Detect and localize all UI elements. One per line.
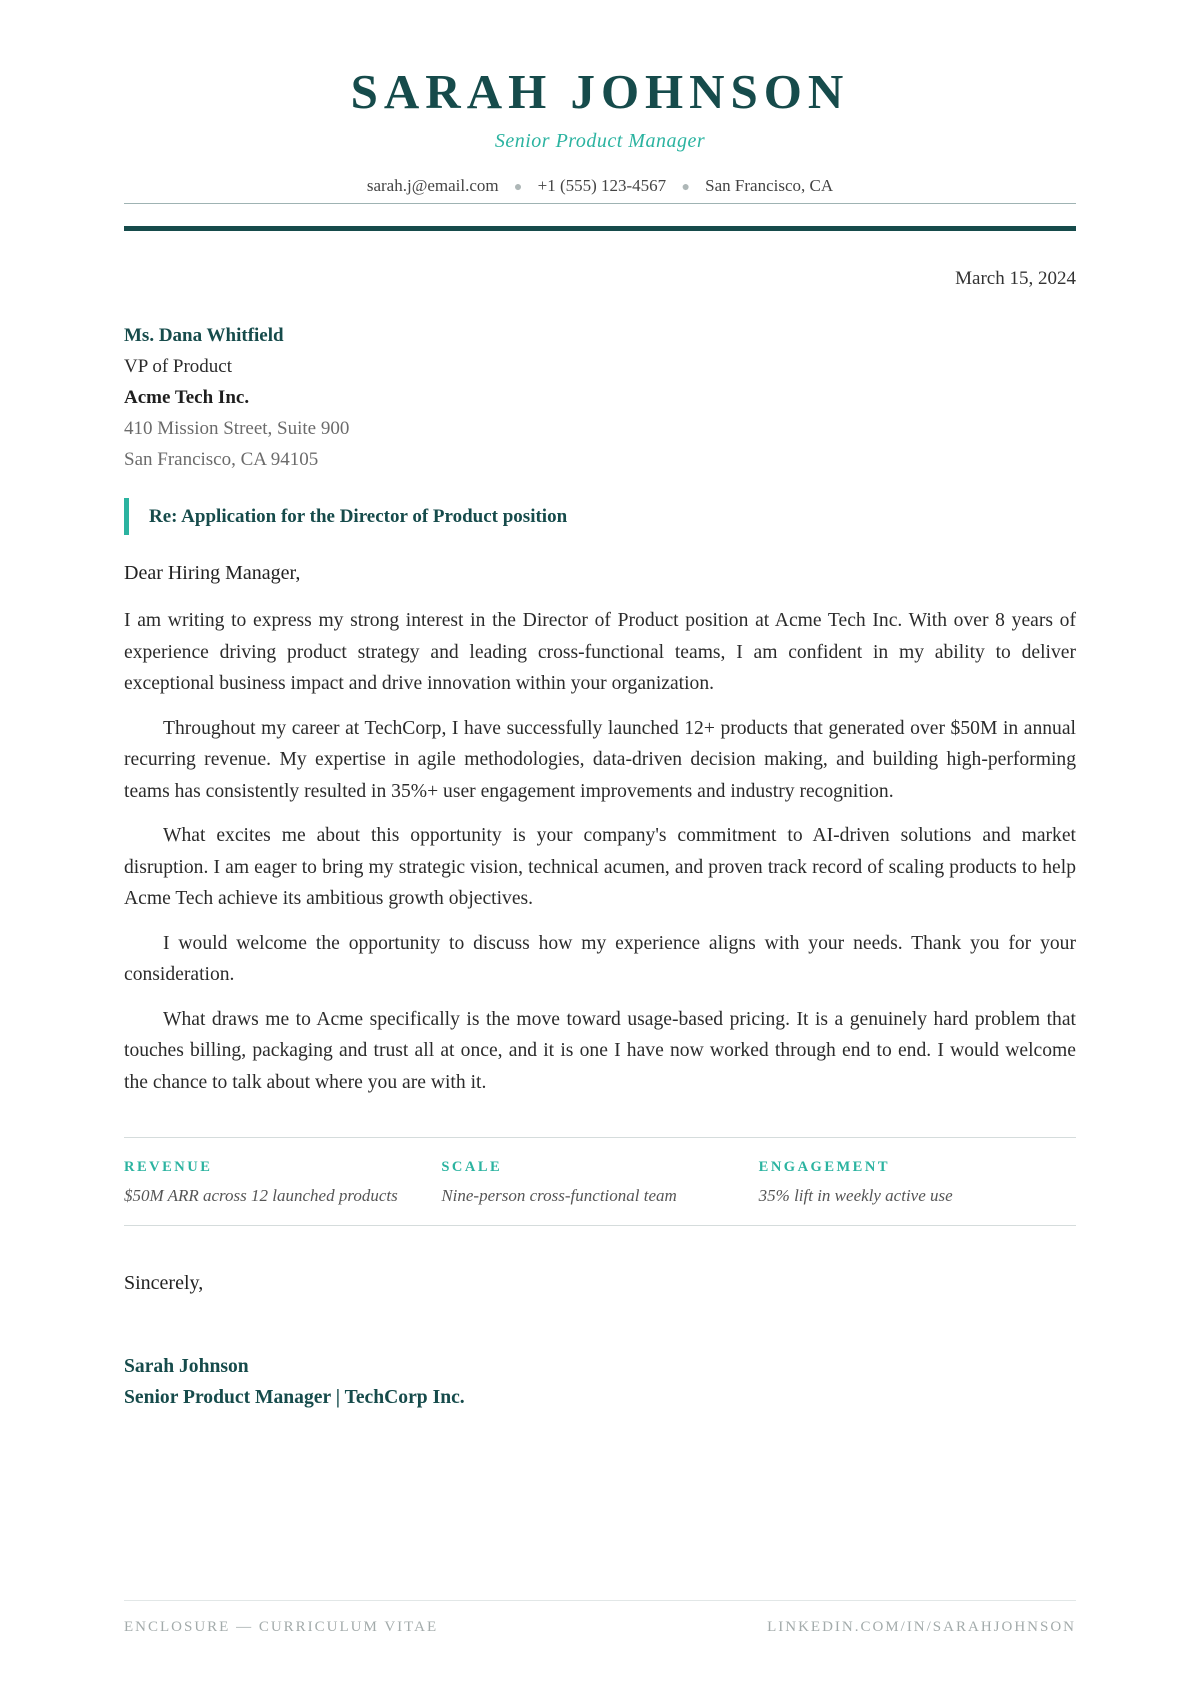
applicant-role: Senior Product Manager <box>494 130 706 152</box>
recipient-address-line1: 410 Mission Street, Suite 900 <box>124 418 350 439</box>
contact-phone[interactable]: +1 (555) 123-4567 <box>537 176 667 195</box>
recipient-company: Acme Tech Inc. <box>124 387 250 408</box>
separator-dot-icon: ● <box>513 180 523 195</box>
closing: Sincerely, <box>124 1272 204 1294</box>
signature-title: Senior Product Manager | TechCorp Inc. <box>124 1387 465 1408</box>
body-paragraph: What draws me to Acme specifically is the move toward usage-based pricing. It is a genuinely hard problem that touches billing, packaging and trust all at once, and it is one I have now worked through end to end. I would welcome the chance to talk about where you are with it. <box>124 1008 1076 1093</box>
metric-label: REVENUE <box>124 1159 213 1175</box>
metrics-strip <box>124 1137 1076 1226</box>
metric-value: Nine-person cross-functional team <box>441 1186 677 1205</box>
metric-value: 35% lift in weekly active use <box>758 1186 953 1205</box>
signature-block <box>124 1351 465 1413</box>
applicant-name: SARAH JOHNSON <box>350 64 850 119</box>
metric-label: ENGAGEMENT <box>758 1159 890 1175</box>
salutation: Dear Hiring Manager, <box>124 562 301 584</box>
recipient-name: Ms. Dana Whitfield <box>124 325 284 346</box>
letter-body <box>124 605 1076 1111</box>
footer <box>124 1617 1076 1637</box>
letter-date: March 15, 2024 <box>955 268 1076 289</box>
header-divider-thick <box>124 226 1076 231</box>
header-divider-thin <box>124 203 1076 204</box>
metric-label: SCALE <box>441 1159 503 1175</box>
body-paragraph: What excites me about this opportunity is your company's commitment to AI-driven solutions and market disruption. I am eager to bring my strategic vision, technical acumen, and proven track record of scaling products to help Acme Tech achieve its ambitious growth objectives. <box>124 825 1076 909</box>
footer-linkedin[interactable]: LINKEDIN.COM/IN/SARAHJOHNSON <box>767 1619 1076 1635</box>
footer-enclosure: ENCLOSURE — CURRICULUM VITAE <box>124 1619 439 1635</box>
contact-email[interactable]: sarah.j@email.com <box>366 176 499 195</box>
footer-divider <box>124 1600 1076 1601</box>
body-paragraph: I am writing to express my strong interest in the Director of Product position at Acme Tech Inc. With over 8 years of experience driving product strategy and leading cross-functional teams, I am confident in my ability to deliver exceptional business impact and drive innovation within your organization. <box>124 610 1076 694</box>
contact-line <box>124 175 1076 199</box>
cover-letter-page <box>124 0 1076 1685</box>
metric-revenue <box>124 1138 441 1225</box>
signature-name: Sarah Johnson <box>124 1356 249 1377</box>
metric-engagement <box>759 1138 1076 1225</box>
recipient-title: VP of Product <box>124 356 233 377</box>
contact-location: San Francisco, CA <box>705 176 834 195</box>
recipient-address-line2: San Francisco, CA 94105 <box>124 449 319 470</box>
separator-dot-icon: ● <box>681 180 690 195</box>
subject-line: Re: Application for the Director of Product position <box>124 498 567 535</box>
metric-scale <box>441 1138 758 1225</box>
metric-value: $50M ARR across 12 launched products <box>124 1186 398 1205</box>
body-paragraph: I would welcome the opportunity to discuss how my experience aligns with your needs. Thank you for your consideration. <box>124 932 1076 985</box>
recipient-block <box>124 320 349 475</box>
body-paragraph: Throughout my career at TechCorp, I have successfully launched 12+ products that generated over $50M in annual recurring revenue. My expertise in agile methodologies, data-driven decision making, and building high-performing teams has consistently resulted in 35%+ user engagement improvements and industry recognition. <box>124 717 1076 802</box>
